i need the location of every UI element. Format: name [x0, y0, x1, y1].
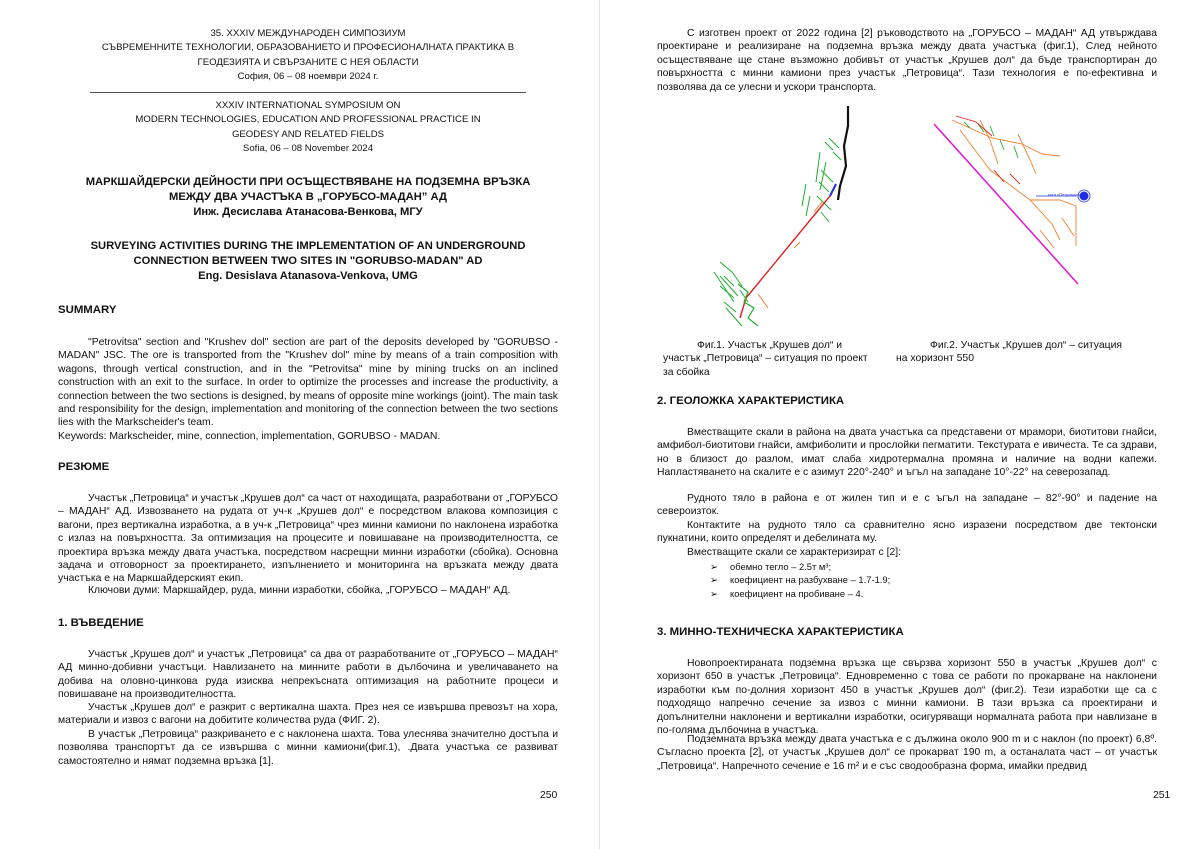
- conf-bg-line: ГЕОДЕЗИЯТА И СВЪРЗАНИТЕ С НЕЯ ОБЛАСТИ: [197, 56, 419, 68]
- fig2-green-workings: [964, 122, 1018, 158]
- fig2-caption-line: Фиг.2. Участък „Крушев дол“ – ситуация: [930, 340, 1123, 351]
- figure-2-map: [930, 110, 1120, 290]
- mining-p2-text: Подземната връзка между двата участъка е с дължина около 900 m и с наклон (по проект) 6,8º. Съгласно проекта [2], от участък „Крушев дол“ се прокарват 190 m, а останалата част – от участък „Петровица“. Напречното сечение е 16 m² и е със сводообразна форма, имайки предвид: [657, 734, 1157, 772]
- fig1-green-workings: [714, 138, 841, 326]
- list-item: [710, 560, 1010, 573]
- rezyume-body: Участък „Петровица“ и участък „Крушев дол“ са част от находищата, разработвани от „ГОРУБСО – МАДАН“ АД. Извозването на рудата от уч-к „Крушев дол“ е посредством влакова композиция с вагони, през вертикална изработка, а в уч-к „Петровица“ чрез минни камиони по наклонена изработка с излаз на повърхността. За оптимизация на процесите и повишаване на производителността, се проектира връзка между двата участъка, посредством насрещни минни изработки (сбойка). Основна задача и отговорност за проектирането, изпълнението и мониторинга на връзката между двата участъка е на Маркшайдерският екип.: [58, 493, 558, 585]
- title-en-line: CONNECTION BETWEEN TWO SITES IN "GORUBSO-MADAN" AD: [133, 255, 483, 267]
- geology-paragraph-3: [657, 519, 1157, 546]
- page-number-right: 251: [1153, 790, 1171, 801]
- conf-bg-line: 35. XXXIV МЕЖДУНАРОДЕН СИМПОЗИУМ: [210, 28, 406, 39]
- intro-cont-text: С изготвен проект от 2022 година [2] ръководството на „ГОРУБСО – МАДАН“ АД утвърждава проектиране и реализиране на подземна връзка между двата участъка (фиг.1), След нейното осъществяване ще стане възможно добивът от участък „Крушев дол“ да бъде транспортиран до повърхността с минни камиони през участък „Петровица“. Тази технология е по-ефективна и позволява да се улесни и ускори транспорта.: [657, 28, 1157, 93]
- bullet-arrow-icon: ➢: [710, 561, 718, 572]
- geology-heading: 2. ГЕОЛОЖКА ХАРАКТЕРИСТИКА: [657, 395, 845, 407]
- title-bg-line: МЕЖДУ ДВА УЧАСТЪКА В „ГОРУБСО-МАДАН” АД: [169, 191, 447, 203]
- fig1-blue-segment: [830, 184, 836, 196]
- bullet-text: обемно тегло – 2.5т м³;: [730, 561, 832, 572]
- author-bg: Инж. Десислава Атанасова-Венкова, МГУ: [193, 206, 423, 218]
- summary-body: "Petrovitsa" section and "Krushev dol" section are part of the deposits developed by "GORUBSO - MADAN" JSC. The ore is transported from the "Krushev dol" mine by means of a train composition with wagons, through vertical construction, and in the "Petrovitsa" mine by mining trucks on an inclined construction with an exit to the surface. In order to optimize the processes and increase the productivity, a connection between the two sections is designed, by means of opposite mine workings (joint). The main task and responsibility for the design, implementation and monitoring of the connection between the two sections lies with the Markscheider's team.: [58, 337, 558, 429]
- title-en: [58, 239, 558, 284]
- list-item: [710, 573, 1010, 586]
- geology-paragraph-4: [657, 546, 1157, 559]
- intro-continuation: [657, 27, 1157, 94]
- geology-p4-text: Вместващите скали се характеризират с [2]:: [687, 547, 902, 558]
- mining-p1-text: Новопроектираната подземна връзка ще свързва хоризонт 550 в участък „Крушев дол“ с хоризонт 650 в участък „Петровица“. Едновременно с това се работи по прокарване на наклонени изработки към по-долния хоризонт 450 в участък „Крушев дол“ (фиг.2). Тези изработки ще са с подходящо напречно сечение за извоз с минни камиони. В тази връзка са проектирани и допълнителни наклонени и вертикални изработки, осигуряващи нормалната работа при навлизане в по-голяма дълбочина в участъка.: [657, 658, 1157, 737]
- summary-keywords: Keywords: Markscheider, mine, connection, implementation, GORUBSO - MADAN.: [58, 431, 441, 442]
- conference-header-bg: [58, 27, 558, 85]
- summary-text: [58, 336, 558, 430]
- fig1-connection-tunnel: [740, 196, 830, 318]
- rezyume-keywords: Ключови думи: Маркшайдер, руда, минни изработки, сбойка, „ГОРУБСО – МАДАН“ АД.: [88, 585, 511, 596]
- title-en-line: SURVEYING ACTIVITIES DURING THE IMPLEMENTATION OF AN UNDERGROUND: [90, 240, 526, 252]
- intro-p1-text: Участък „Крушев дол“ и участък „Петровица“ са два от разработваните от „ГОРУБСО – МАДАН“ АД минно-добивни участъци. Навлизането на минните работи в дълбочина и увеличаването на добива на оловно-цинкова руда изисква непрекъсната оптимизация на работните процеси и повишаване на производителността.: [58, 649, 558, 701]
- geology-p1-text: Вместващите скали в района на двата участъка са представени от мрамори, биотитови гнайси, амфибол-биотитови гнайси, амфиболити и прослойки пегматити. Текстурата е ивичеста. Те са здрави, но в близост до разлом, имат слаба хидротермална промяна и наличие на водни капежи. Напластяването на скалите е с азимут 220°-240° и ъгъл на западане 10°-22° на северозапад.: [657, 427, 1157, 479]
- conf-en-line: MODERN TECHNOLOGIES, EDUCATION AND PROFESSIONAL PRACTICE IN: [135, 114, 481, 126]
- figure-1-caption: [663, 339, 868, 379]
- rezyume-heading: РЕЗЮМЕ: [58, 461, 110, 473]
- figure-1-map: [700, 102, 890, 334]
- summary-heading: SUMMARY: [58, 304, 117, 316]
- conf-bg-date: София, 06 – 08 ноември 2024 г.: [237, 71, 379, 83]
- rezyume-text: [58, 492, 558, 586]
- fig2-workings: [952, 120, 1076, 248]
- figure-2-caption: [896, 339, 1122, 366]
- fig1-caption-line: за сбойка: [663, 366, 710, 378]
- geology-p2-text: Рудното тяло в района е от жилен тип и е с ъгъл на западане – 82°-90° и падение на североизток.: [657, 493, 1157, 518]
- conf-en-line: GEODESY AND RELATED FIELDS: [231, 128, 385, 140]
- geology-p3-text: Контактите на рудното тяло са сравнително ясно изразени посредством две тектонски пукнатини, които определят и дебелината му.: [657, 520, 1157, 545]
- conf-bg-line: СЪВРЕМЕННИТЕ ТЕХНОЛОГИИ, ОБРАЗОВАНИЕТО И ПРОФЕСИОНАЛНАТА ПРАКТИКА В: [101, 42, 515, 54]
- bullet-arrow-icon: ➢: [710, 574, 718, 586]
- intro-p2-text: Участък „Крушев дол“ е разкрит с вертикална шахта. През нея се извършва превозът на хора, материали и извоз с вагони на добитите количества руда (ФИГ. 2).: [58, 702, 558, 727]
- fig2-caption-line: на хоризонт 550: [896, 353, 974, 365]
- rock-properties-list: [710, 560, 1010, 600]
- geology-paragraph-2: [657, 492, 1157, 519]
- page-251: [600, 0, 1200, 849]
- bullet-text: коефициент на разбухване – 1.7-1.9;: [730, 574, 891, 586]
- fig2-marker-label: кота «Петровица»: [1048, 192, 1082, 197]
- geology-paragraph-1: [657, 426, 1157, 480]
- page-number-left: 250: [540, 790, 558, 801]
- title-bg: [58, 175, 558, 220]
- mining-paragraph-1: [657, 657, 1157, 737]
- mining-paragraph-2: [657, 733, 1157, 773]
- fig1-caption-line: Фиг.1. Участък „Крушев дол“ и: [697, 340, 843, 351]
- intro-p3-text: В участък „Петровица“ разкриването е с наклонена шахта. Това улеснява значително достъпа и позволява транспортът да се извършва с минни камиони(фиг.1), .Двата участъка се развиват самостоятелно и нямат подземна връзка [1].: [58, 729, 558, 767]
- bullet-text: коефициент на пробиване – 4.: [730, 587, 864, 599]
- list-item: [710, 587, 1010, 600]
- fig1-caption-line: участък „Петровица“ – ситуация по проект: [663, 353, 868, 365]
- mining-heading: 3. МИННО-ТЕХНИЧЕСКА ХАРАКТЕРИСТИКА: [657, 626, 904, 638]
- conf-en-date: Sofia, 06 – 08 November 2024: [242, 143, 374, 155]
- intro-paragraph-1: [58, 648, 558, 702]
- fig1-shaft-path: [838, 106, 848, 200]
- intro-paragraph-2: [58, 701, 558, 728]
- fig1-green-lower: [738, 284, 758, 326]
- fig2-fault-line: [934, 124, 1078, 284]
- header-divider: [90, 92, 526, 93]
- conf-en-line: XXXIV INTERNATIONAL SYMPOSIUM ON: [215, 100, 401, 111]
- title-bg-line: МАРКШАЙДЕРСКИ ДЕЙНОСТИ ПРИ ОСЪЩЕСТВЯВАНЕ НА ПОДЗЕМНА ВРЪЗКА: [85, 176, 531, 188]
- intro-heading: 1. ВЪВЕДЕНИЕ: [58, 617, 144, 629]
- author-en: Eng. Desislava Atanasova-Venkova, UMG: [198, 270, 418, 282]
- bullet-arrow-icon: ➢: [710, 587, 718, 599]
- intro-paragraph-3: [58, 728, 558, 768]
- conference-header-en: [58, 99, 558, 157]
